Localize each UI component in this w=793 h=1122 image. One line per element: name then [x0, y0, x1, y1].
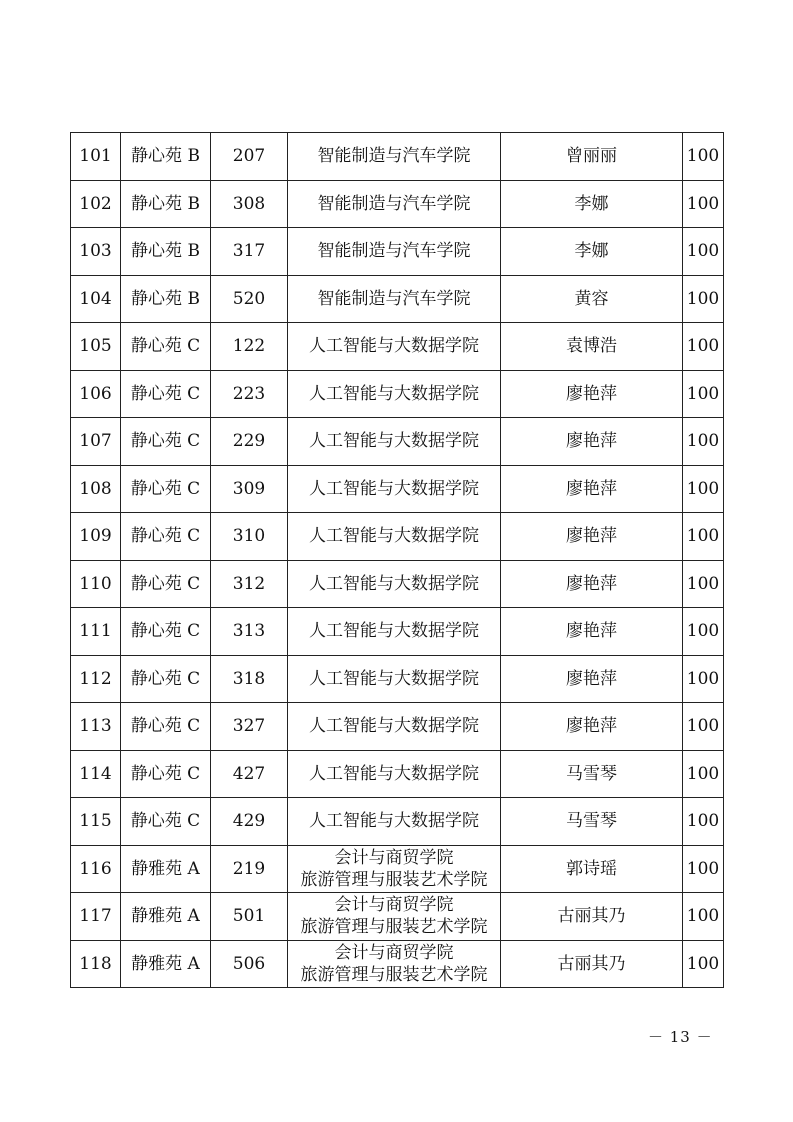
- table-row: [71, 228, 724, 276]
- department-cell: [288, 180, 501, 228]
- department-name: 智能制造与汽车学院: [317, 241, 471, 262]
- room-cell: 308: [211, 180, 288, 228]
- table-row: [71, 940, 724, 988]
- department-name: 会计与商贸学院: [334, 942, 454, 963]
- table-row: [71, 418, 724, 466]
- department-name: 人工智能与大数据学院: [309, 763, 479, 784]
- table-row: [71, 608, 724, 656]
- department-name: 人工智能与大数据学院: [309, 383, 479, 404]
- department-name: 旅游管理与服装艺术学院: [300, 964, 488, 985]
- room-cell: 429: [211, 798, 288, 846]
- table-row: [71, 275, 724, 323]
- table-row: [71, 323, 724, 371]
- score-cell: 100: [683, 133, 724, 181]
- room-cell: 312: [211, 560, 288, 608]
- person-cell: 郭诗瑶: [501, 845, 683, 893]
- department-name: 人工智能与大数据学院: [309, 716, 479, 737]
- table-row: [71, 560, 724, 608]
- department-name: 智能制造与汽车学院: [317, 288, 471, 309]
- department-name: 人工智能与大数据学院: [309, 526, 479, 547]
- department-name: 会计与商贸学院: [334, 895, 454, 916]
- row-number-cell: 114: [71, 750, 121, 798]
- table-row: [71, 893, 724, 941]
- row-number-cell: 103: [71, 228, 121, 276]
- person-cell: 曾丽丽: [501, 133, 683, 181]
- score-cell: 100: [683, 180, 724, 228]
- score-cell: 100: [683, 560, 724, 608]
- score-cell: 100: [683, 275, 724, 323]
- score-cell: 100: [683, 323, 724, 371]
- score-cell: 100: [683, 845, 724, 893]
- department-name: 人工智能与大数据学院: [309, 811, 479, 832]
- row-number-cell: 105: [71, 323, 121, 371]
- score-cell: 100: [683, 940, 724, 988]
- department-cell: [288, 370, 501, 418]
- building-cell: 静心苑 C: [121, 465, 211, 513]
- row-number-cell: 101: [71, 133, 121, 181]
- room-cell: 506: [211, 940, 288, 988]
- score-cell: 100: [683, 750, 724, 798]
- building-cell: 静心苑 C: [121, 703, 211, 751]
- department-name: 人工智能与大数据学院: [309, 573, 479, 594]
- table-body: [71, 133, 724, 988]
- building-cell: 静心苑 C: [121, 418, 211, 466]
- score-cell: 100: [683, 798, 724, 846]
- department-name: 智能制造与汽车学院: [317, 146, 471, 167]
- row-number-cell: 115: [71, 798, 121, 846]
- table-row: [71, 513, 724, 561]
- building-cell: 静心苑 B: [121, 180, 211, 228]
- row-number-cell: 111: [71, 608, 121, 656]
- department-cell: [288, 323, 501, 371]
- department-cell: [288, 465, 501, 513]
- department-name: 人工智能与大数据学院: [309, 336, 479, 357]
- table-row: [71, 655, 724, 703]
- person-cell: 马雪琴: [501, 750, 683, 798]
- department-name: 人工智能与大数据学院: [309, 478, 479, 499]
- row-number-cell: 110: [71, 560, 121, 608]
- building-cell: 静心苑 C: [121, 798, 211, 846]
- row-number-cell: 118: [71, 940, 121, 988]
- dormitory-score-table: [70, 132, 724, 988]
- room-cell: 427: [211, 750, 288, 798]
- row-number-cell: 113: [71, 703, 121, 751]
- department-cell: [288, 940, 501, 988]
- building-cell: 静雅苑 A: [121, 940, 211, 988]
- row-number-cell: 102: [71, 180, 121, 228]
- room-cell: 223: [211, 370, 288, 418]
- row-number-cell: 116: [71, 845, 121, 893]
- person-cell: 廖艳萍: [501, 418, 683, 466]
- building-cell: 静心苑 B: [121, 228, 211, 276]
- department-cell: [288, 655, 501, 703]
- room-cell: 309: [211, 465, 288, 513]
- table-row: [71, 465, 724, 513]
- department-cell: [288, 228, 501, 276]
- person-cell: 袁博浩: [501, 323, 683, 371]
- room-cell: 229: [211, 418, 288, 466]
- department-name: 人工智能与大数据学院: [309, 668, 479, 689]
- row-number-cell: 112: [71, 655, 121, 703]
- table-row: [71, 703, 724, 751]
- department-cell: [288, 513, 501, 561]
- department-name: 旅游管理与服装艺术学院: [300, 869, 488, 890]
- person-cell: 廖艳萍: [501, 560, 683, 608]
- score-cell: 100: [683, 513, 724, 561]
- department-name: 旅游管理与服装艺术学院: [300, 917, 488, 938]
- room-cell: 501: [211, 893, 288, 941]
- department-name: 人工智能与大数据学院: [309, 621, 479, 642]
- department-name: 智能制造与汽车学院: [317, 193, 471, 214]
- table-row: [71, 798, 724, 846]
- department-name: 人工智能与大数据学院: [309, 431, 479, 452]
- department-cell: [288, 750, 501, 798]
- score-cell: 100: [683, 893, 724, 941]
- department-cell: [288, 275, 501, 323]
- table-row: [71, 845, 724, 893]
- room-cell: 219: [211, 845, 288, 893]
- table-row: [71, 750, 724, 798]
- building-cell: 静心苑 C: [121, 370, 211, 418]
- person-cell: 廖艳萍: [501, 608, 683, 656]
- building-cell: 静心苑 C: [121, 608, 211, 656]
- score-cell: 100: [683, 370, 724, 418]
- score-cell: 100: [683, 418, 724, 466]
- table-row: [71, 370, 724, 418]
- room-cell: 313: [211, 608, 288, 656]
- department-cell: [288, 608, 501, 656]
- building-cell: 静心苑 C: [121, 323, 211, 371]
- building-cell: 静心苑 C: [121, 560, 211, 608]
- person-cell: 廖艳萍: [501, 465, 683, 513]
- person-cell: 黄容: [501, 275, 683, 323]
- department-cell: [288, 133, 501, 181]
- person-cell: 马雪琴: [501, 798, 683, 846]
- building-cell: 静心苑 C: [121, 513, 211, 561]
- person-cell: 古丽其乃: [501, 940, 683, 988]
- person-cell: 廖艳萍: [501, 370, 683, 418]
- person-cell: 古丽其乃: [501, 893, 683, 941]
- score-cell: 100: [683, 608, 724, 656]
- building-cell: 静心苑 B: [121, 275, 211, 323]
- department-cell: [288, 418, 501, 466]
- score-cell: 100: [683, 703, 724, 751]
- room-cell: 207: [211, 133, 288, 181]
- room-cell: 520: [211, 275, 288, 323]
- department-cell: [288, 893, 501, 941]
- person-cell: 廖艳萍: [501, 655, 683, 703]
- room-cell: 310: [211, 513, 288, 561]
- row-number-cell: 108: [71, 465, 121, 513]
- row-number-cell: 107: [71, 418, 121, 466]
- score-cell: 100: [683, 465, 724, 513]
- person-cell: 廖艳萍: [501, 513, 683, 561]
- building-cell: 静心苑 C: [121, 655, 211, 703]
- department-cell: [288, 798, 501, 846]
- person-cell: 李娜: [501, 180, 683, 228]
- department-cell: [288, 560, 501, 608]
- department-cell: [288, 703, 501, 751]
- building-cell: 静雅苑 A: [121, 845, 211, 893]
- page-number: － 13 －: [648, 1028, 713, 1046]
- person-cell: 李娜: [501, 228, 683, 276]
- person-cell: 廖艳萍: [501, 703, 683, 751]
- row-number-cell: 109: [71, 513, 121, 561]
- room-cell: 122: [211, 323, 288, 371]
- building-cell: 静心苑 B: [121, 133, 211, 181]
- score-cell: 100: [683, 655, 724, 703]
- row-number-cell: 106: [71, 370, 121, 418]
- score-cell: 100: [683, 228, 724, 276]
- table-row: [71, 133, 724, 181]
- room-cell: 318: [211, 655, 288, 703]
- department-name: 会计与商贸学院: [334, 847, 454, 868]
- row-number-cell: 104: [71, 275, 121, 323]
- building-cell: 静心苑 C: [121, 750, 211, 798]
- room-cell: 317: [211, 228, 288, 276]
- room-cell: 327: [211, 703, 288, 751]
- row-number-cell: 117: [71, 893, 121, 941]
- building-cell: 静雅苑 A: [121, 893, 211, 941]
- table-row: [71, 180, 724, 228]
- department-cell: [288, 845, 501, 893]
